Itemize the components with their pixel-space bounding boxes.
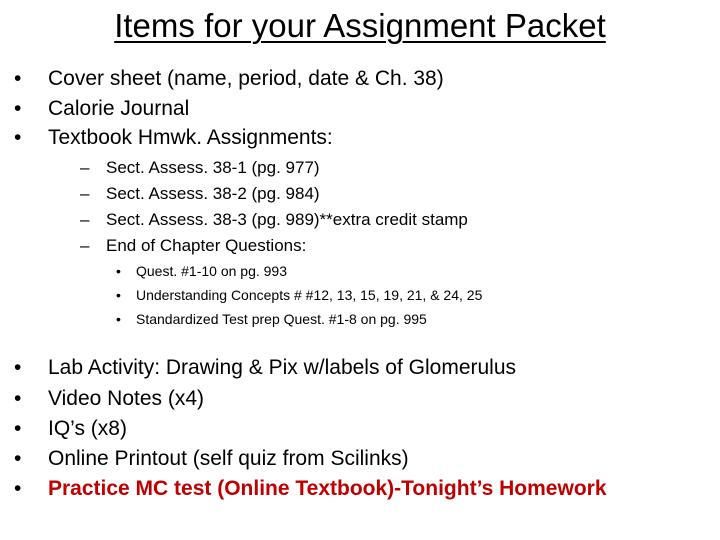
sub-item-label: Sect. Assess. 38-3 (pg. 989)**extra credit stamp [106, 210, 468, 229]
sub-sub-item-questions [116, 261, 287, 281]
bullet-icon: • [14, 67, 22, 90]
sub-item-label: Sect. Assess. 38-1 (pg. 977) [106, 158, 320, 177]
list-item-textbook-assignments [14, 124, 333, 152]
highlighted-homework-label: Practice MC test (Online Textbook)-Tonight’s Homework [48, 477, 607, 500]
list-item-label: Video Notes (x4) [48, 387, 205, 410]
list-item-label: Cover sheet (name, period, date & Ch. 38) [48, 67, 444, 90]
bullet-icon: • [14, 477, 22, 500]
bullet-icon: • [14, 356, 22, 379]
list-item-label: Textbook Hmwk. Assignments: [48, 126, 333, 149]
dash-icon: – [80, 210, 90, 229]
bullet-icon: • [14, 126, 22, 149]
list-item-cover-sheet [14, 65, 444, 93]
sub-sub-item-standardized-test [116, 309, 427, 329]
list-item-video-notes [14, 385, 204, 413]
bullet-icon: • [116, 311, 121, 327]
sub-item-sect-assess-1 [80, 156, 320, 180]
dash-icon: – [80, 184, 90, 203]
bullet-icon: • [116, 287, 121, 303]
slide-title: Items for your Assignment Packet [114, 7, 606, 44]
sub-sub-item-label: Standardized Test prep Quest. #1-8 on pg. 995 [136, 311, 427, 327]
list-item-label: IQ’s (x8) [48, 417, 127, 440]
list-item-label: Online Printout (self quiz from Scilinks) [48, 447, 409, 470]
dash-icon: – [80, 236, 90, 255]
bullet-icon: • [14, 97, 22, 120]
list-item-calorie-journal [14, 95, 189, 123]
sub-item-label: End of Chapter Questions: [106, 236, 307, 255]
list-item-lab-activity [14, 354, 516, 382]
sub-sub-item-understanding-concepts [116, 285, 482, 305]
bullet-icon: • [14, 387, 22, 410]
sub-item-sect-assess-2 [80, 182, 320, 206]
list-item-practice-test [14, 475, 607, 503]
bullet-icon: • [116, 263, 121, 279]
bullet-icon: • [14, 417, 22, 440]
list-item-label: Calorie Journal [48, 97, 190, 120]
bullet-icon: • [14, 447, 22, 470]
sub-item-sect-assess-3 [80, 208, 468, 232]
list-item-label: Lab Activity: Drawing & Pix w/labels of Glomerulus [48, 356, 517, 379]
sub-sub-item-label: Understanding Concepts # #12, 13, 15, 19, 21, & 24, 25 [136, 287, 483, 303]
sub-item-label: Sect. Assess. 38-2 (pg. 984) [106, 184, 320, 203]
list-item-online-printout [14, 445, 409, 473]
sub-sub-item-label: Quest. #1-10 on pg. 993 [136, 263, 287, 279]
dash-icon: – [80, 158, 90, 177]
sub-item-end-of-chapter [80, 234, 306, 258]
list-item-iqs [14, 415, 127, 443]
